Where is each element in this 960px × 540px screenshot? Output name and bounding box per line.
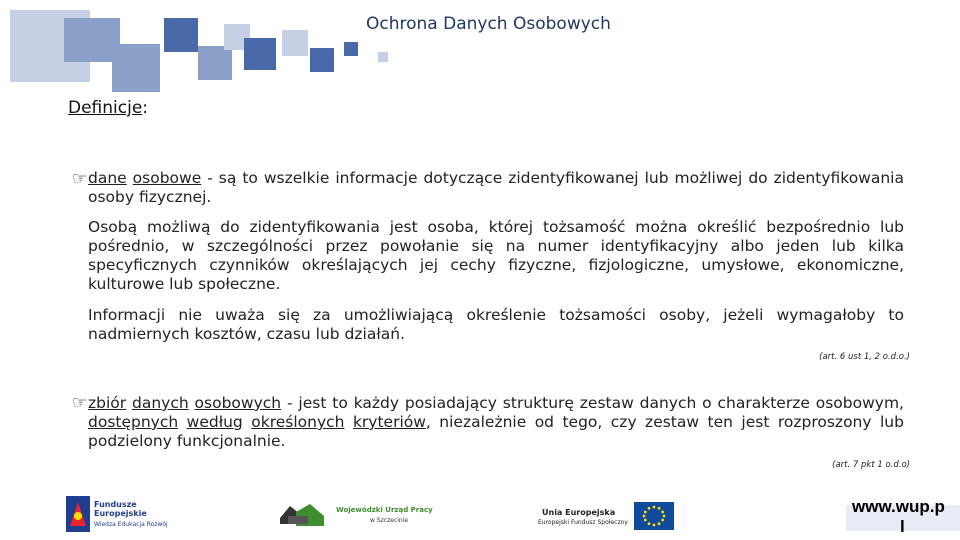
- logo2-line1: Wojewódzki Urząd Pracy: [336, 506, 433, 514]
- excessive-cost-paragraph: Informacji nie uważa się za umożliwiającą określenie tożsamości osoby, jeżeli wymagałoby to nadmiernych kosztów, czasu lub działań.: [88, 306, 904, 343]
- logo3-line1: Unia Europejska: [542, 508, 616, 517]
- hand-pointing-icon: ☞: [72, 393, 88, 413]
- header-title: Ochrona Danych Osobowych: [366, 14, 611, 34]
- citation-art6: (art. 6 ust 1, 2 o.d.o.): [819, 352, 910, 362]
- term-wedlug: według: [186, 413, 243, 431]
- logo1-line1: Fundusze: [94, 500, 137, 509]
- logo-unia-europejska: [538, 500, 678, 532]
- logo1-line2: Europejskie: [94, 509, 147, 518]
- logo1-line3: Wiedza Edukacja Rozwój: [94, 521, 168, 528]
- hand-pointing-icon: ☞: [72, 169, 88, 189]
- website-url-continued[interactable]: l: [900, 517, 905, 536]
- term-kryteriow: kryteriów: [352, 413, 426, 431]
- logo-fundusze-europejskie: [66, 494, 216, 534]
- section-title-suffix: :: [142, 98, 149, 118]
- website-url[interactable]: www.wup.p: [852, 497, 945, 516]
- logo-wup-szczecin: [280, 498, 440, 530]
- term-osobowych: osobowych: [194, 394, 282, 412]
- logo2-line2: w Szczecinie: [370, 517, 409, 524]
- term-dane: dane: [88, 169, 127, 187]
- fundusze-europejskie-emblem-icon: [66, 496, 90, 532]
- logo3-line2: Europejski Fundusz Społeczny: [538, 519, 628, 526]
- definition-data-set-text-b: , niezależnie od tego, czy zestaw ten jest rozproszony lub podzielony funkcjonalnie.: [88, 413, 904, 450]
- wup-emblem-icon: [280, 500, 328, 528]
- citation-art7: (art. 7 pkt 1 o.d.o): [832, 460, 910, 470]
- definition-data-set: [88, 394, 904, 451]
- identifiable-person-paragraph: Osobą możliwą do zidentyfikowania jest osoba, której tożsamość można określić bezpośrednio lub pośrednio, w szczególności przez powołanie się na numer identyfikacyjny albo jeden lub kilka specyficznych czynników określających jej cechy fizyczne, fizjologiczne, umysłowe, ekonomiczne, kulturowe lub społeczne.: [88, 218, 904, 293]
- eu-flag-icon: [634, 502, 674, 530]
- term-danych: danych: [132, 394, 189, 412]
- section-title-text: Definicje: [68, 98, 143, 118]
- term-okreslonych: określonych: [251, 413, 345, 431]
- term-zbior: zbiór: [88, 394, 127, 412]
- definition-data-set-text-a: - jest to każdy posiadający strukturę zestaw danych o charakterze osobowym,: [286, 394, 904, 412]
- section-title: [68, 98, 148, 118]
- term-osobowe: osobowe: [132, 169, 202, 187]
- definition-personal-data: [88, 169, 904, 207]
- term-dostepnych: dostępnych: [88, 413, 179, 431]
- definition-personal-data-text: - są to wszelkie informacje dotyczące zidentyfikowanej lub możliwej do zidentyfikowania osoby fizycznej.: [88, 169, 904, 206]
